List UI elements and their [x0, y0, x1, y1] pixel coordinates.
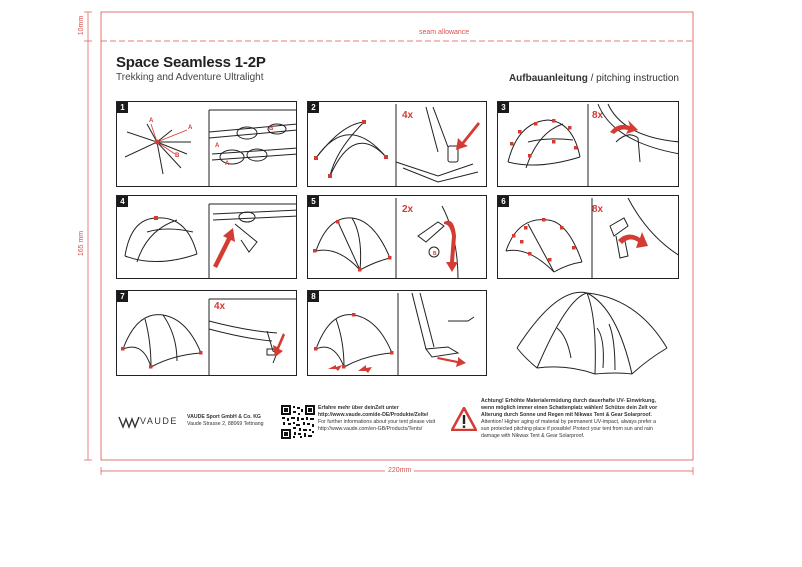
- step-7-illustration: [117, 291, 297, 376]
- qr-info: [318, 405, 435, 433]
- step-6-illustration: [498, 196, 679, 279]
- warning-de-2: wenn möglich immer einen Schattenplatz wählen! Schütze dein Zelt vor: [481, 405, 658, 411]
- step-number: 4: [117, 196, 128, 207]
- step-8-illustration: [308, 291, 487, 376]
- page-subtitle: Trekking and Adventure Ultralight: [116, 72, 264, 83]
- seam-allowance-label: seam allowance: [419, 29, 470, 36]
- step-panel-4: [116, 195, 297, 279]
- step-1-label: B: [175, 153, 180, 159]
- step-number: 2: [308, 102, 319, 113]
- qr-text-de-2: http://www.vaude.com/de-DE/Produkte/Zelte/: [318, 412, 429, 418]
- company-address: Vaude Strasse 2, 88069 Tettnang: [187, 421, 264, 427]
- instruction-heading: [509, 73, 679, 84]
- company-name: VAUDE Sport GmbH & Co. KG: [187, 414, 261, 420]
- step-number: 8: [308, 291, 319, 302]
- step-panel-2: [307, 101, 487, 187]
- step-number: 5: [308, 196, 319, 207]
- warning-de-3: Alterung durch Sonne und Regen mit Nikwax Tent & Gear Solarproof.: [481, 412, 652, 418]
- top-margin-label: 10mm: [78, 15, 86, 36]
- step-1-label: A: [188, 125, 193, 131]
- step-number: 6: [498, 196, 509, 207]
- warning-en-2: sun protected pitching place if possible! Protect your tent from sun and rain: [481, 426, 653, 432]
- vaude-brand: VAUDE: [140, 416, 178, 426]
- page-title: Space Seamless 1-2P: [116, 54, 266, 71]
- warning-icon: [451, 407, 477, 431]
- qr-text-en-1: For further informations about your tent please visit: [318, 419, 436, 425]
- step-3-illustration: [498, 102, 679, 187]
- step-1-label: A: [225, 161, 230, 167]
- instruction-rest: / pitching instruction: [587, 73, 679, 84]
- step-5-illustration: [308, 196, 487, 279]
- step-count: 8x: [592, 110, 604, 121]
- warning-de-1: Achtung! Erhöhte Materialermüdung durch dauerhafte UV- Einwirkung,: [481, 398, 656, 404]
- step-count: 4x: [402, 110, 414, 121]
- vaude-logo-mark: [118, 415, 140, 429]
- qr-code: [281, 405, 315, 439]
- instruction-bold: Aufbauanleitung: [508, 73, 588, 84]
- step-count: 4x: [214, 301, 226, 312]
- warning-text: [481, 398, 657, 440]
- qr-text-de-1: Erfahre mehr über deinZelt unter: [318, 405, 399, 411]
- step-number: 7: [117, 291, 128, 302]
- step-1-label: B: [269, 126, 274, 132]
- warning-en-1: Attention! Higher aging of material by permanent UV-impact, always prefer a: [481, 419, 657, 425]
- bottom-width-label: 220mm: [385, 467, 414, 474]
- qr-text-en-2: http://www.vaude.com/en-GB/Products/Tents/: [318, 426, 423, 432]
- step-number: 3: [498, 102, 509, 113]
- step-panel-8: [307, 290, 487, 376]
- step-1-label: A: [149, 118, 154, 124]
- warning-en-3: damage with Nikwax Tent & Gear Solarproof.: [481, 433, 585, 439]
- step-panel-3: [497, 101, 679, 187]
- step-panel-1: [116, 101, 297, 187]
- side-height-label: 165 mm: [78, 230, 86, 257]
- step-panel-6: [497, 195, 679, 279]
- step-count: 8x: [592, 204, 604, 215]
- step-1-label: A: [215, 143, 220, 149]
- step-count: 2x: [402, 204, 414, 215]
- step-1-illustration: [117, 102, 297, 187]
- step-4-illustration: [117, 196, 297, 279]
- step-number: 1: [117, 102, 128, 113]
- step-5-label: B: [433, 251, 437, 257]
- step-2-illustration: [308, 102, 487, 187]
- step-panel-7: [116, 290, 297, 376]
- step-panel-5: [307, 195, 487, 279]
- tent-overview-illustration: [497, 288, 682, 378]
- company-info: [187, 414, 264, 428]
